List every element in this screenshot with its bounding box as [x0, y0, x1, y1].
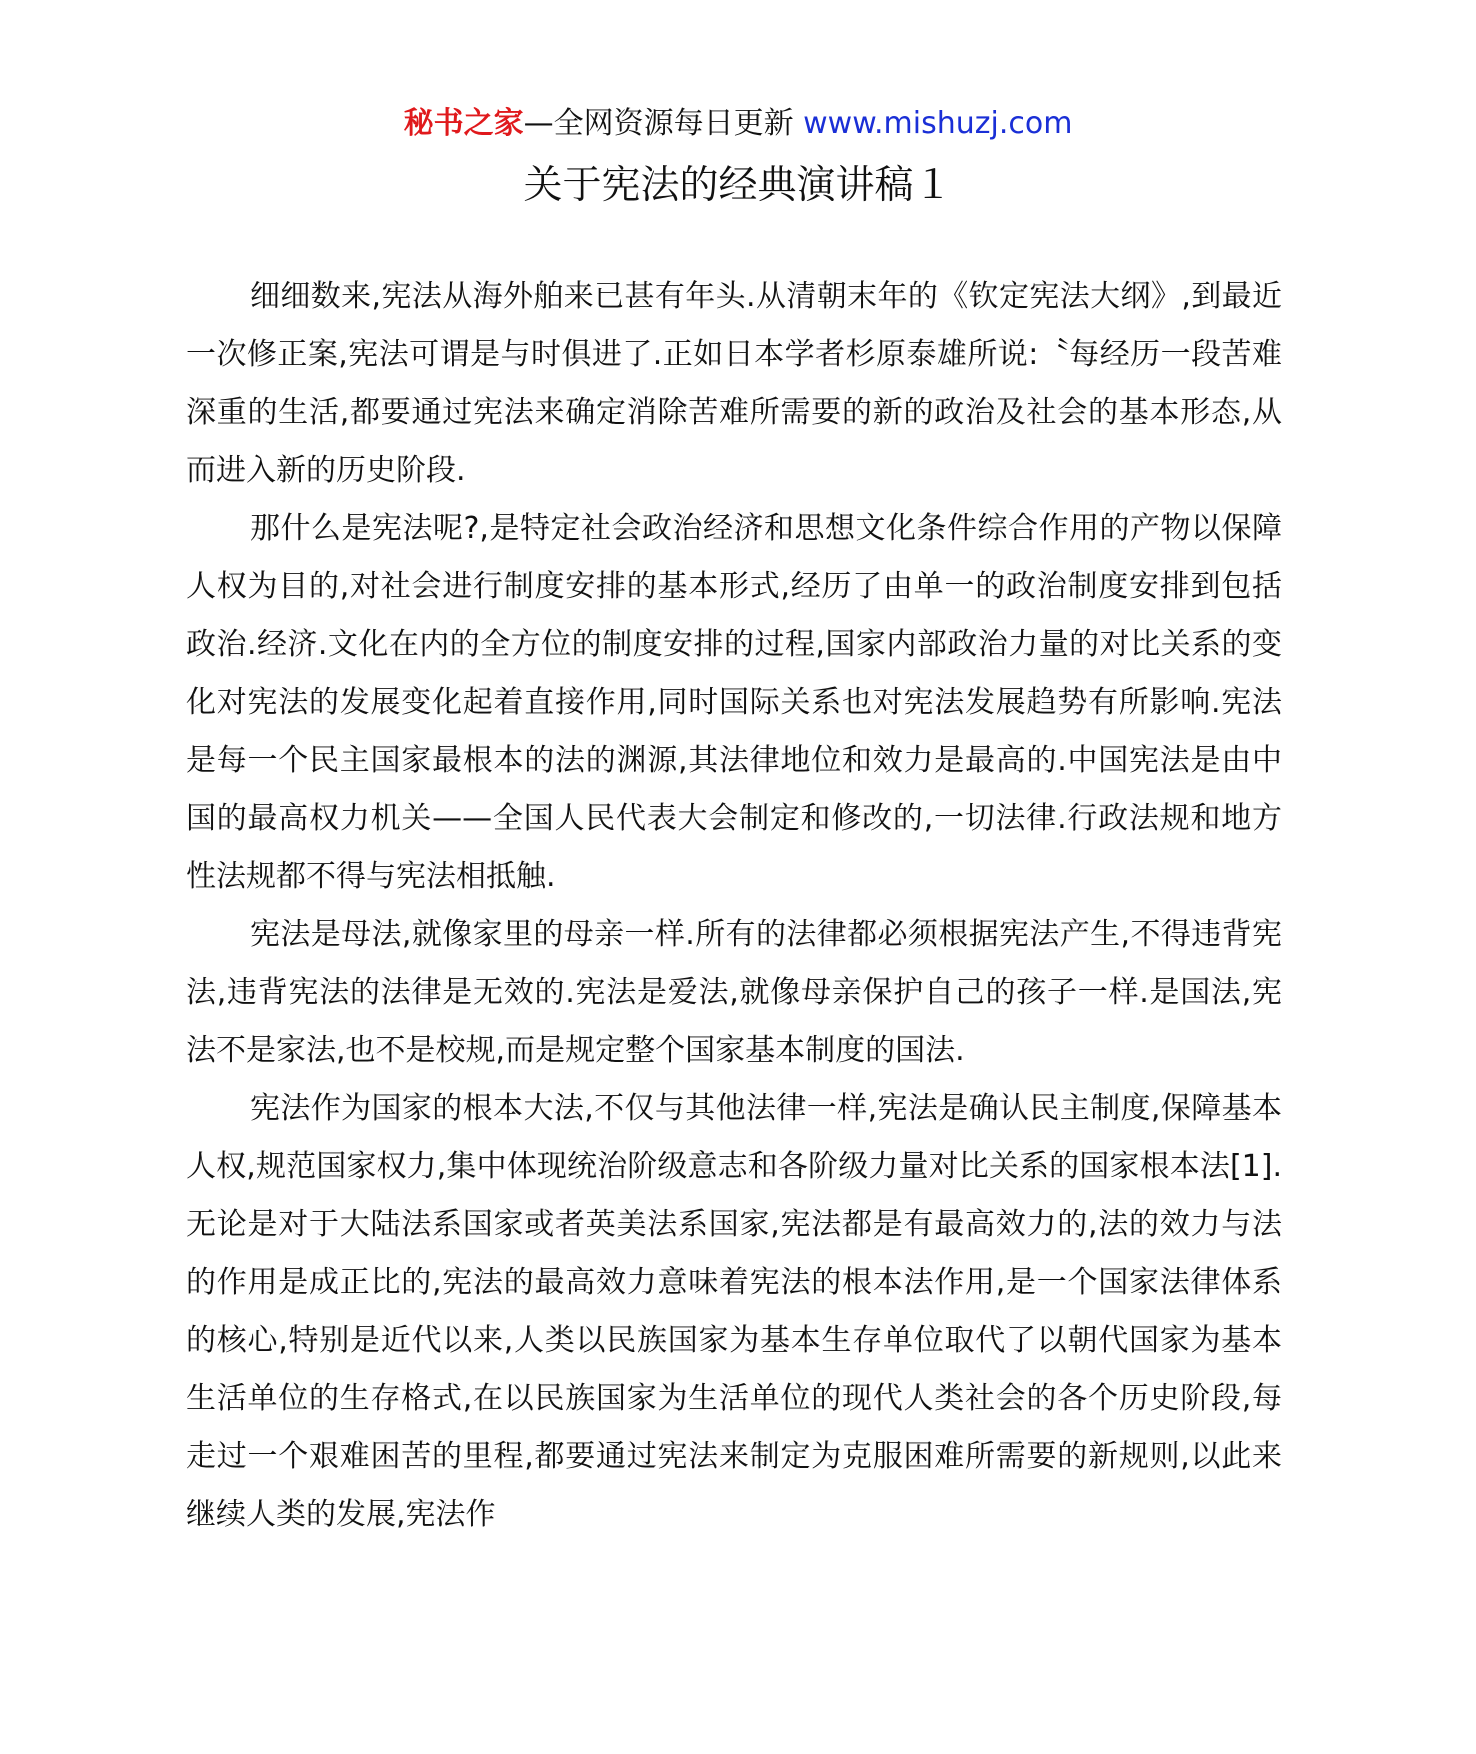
site-url-link[interactable]: www.mishuzj.com [803, 106, 1073, 141]
paragraph-3: 宪法是母法,就像家里的母亲一样.所有的法律都必须根据宪法产生,不得违背宪法,违背宪法的法律是无效的.宪法是爱法,就像母亲保护自己的孩子一样.是国法,宪法不是家法,也不是校规,而是规定整个国家基本制度的国法. [186, 917, 1282, 1068]
paragraph-4: 宪法作为国家的根本大法,不仅与其他法律一样,宪法是确认民主制度,保障基本人权,规范国家权力,集中体现统治阶级意志和各阶级力量对比关系的国家根本法[1].无论是对于大陆法系国家或者英美法系国家,宪法都是有最高效力的,法的效力与法的作用是成正比的,宪法的最高效力意味着宪法的根本法作用,是一个国家法律体系的核心,特别是近代以来,人类以民族国家为基本生存单位取代了以朝代国家为基本生活单位的生存格式,在以民族国家为生活单位的现代人类社会的各个历史阶段,每走过一个艰难困苦的里程,都要通过宪法来制定为克服困难所需要的新规则,以此来继续人类的发展,宪法作 [186, 1091, 1282, 1532]
paragraph-1: 细细数来,宪法从海外舶来已甚有年头.从清朝末年的《钦定宪法大纲》,到最近一次修正案,宪法可谓是与时俱进了.正如日本学者杉原泰雄所说:〝每经历一段苦难深重的生活,都要通过宪法来确定消除苦难所需要的新的政治及社会的基本形态,从而进入新的历史阶段. [186, 279, 1282, 488]
site-banner [0, 101, 1476, 147]
site-tagline: —全网资源每日更新 [523, 106, 794, 141]
document-title: 关于宪法的经典演讲稿１ [523, 163, 953, 208]
paragraph-2: 那什么是宪法呢?,是特定社会政治经济和思想文化条件综合作用的产物以保障人权为目的,对社会进行制度安排的基本形式,经历了由单一的政治制度安排到包括政治.经济.文化在内的全方位的制度安排的过程,国家内部政治力量的对比关系的变化对宪法的发展变化起着直接作用,同时国际关系也对宪法发展趋势有所影响.宪法是每一个民主国家最根本的法的渊源,其法律地位和效力是最高的.中国宪法是由中国的最高权力机关——全国人民代表大会制定和修改的,一切法律.行政法规和地方性法规都不得与宪法相抵触. [186, 511, 1282, 894]
site-brand: 秘书之家 [403, 106, 524, 141]
document-body [186, 268, 1282, 1544]
